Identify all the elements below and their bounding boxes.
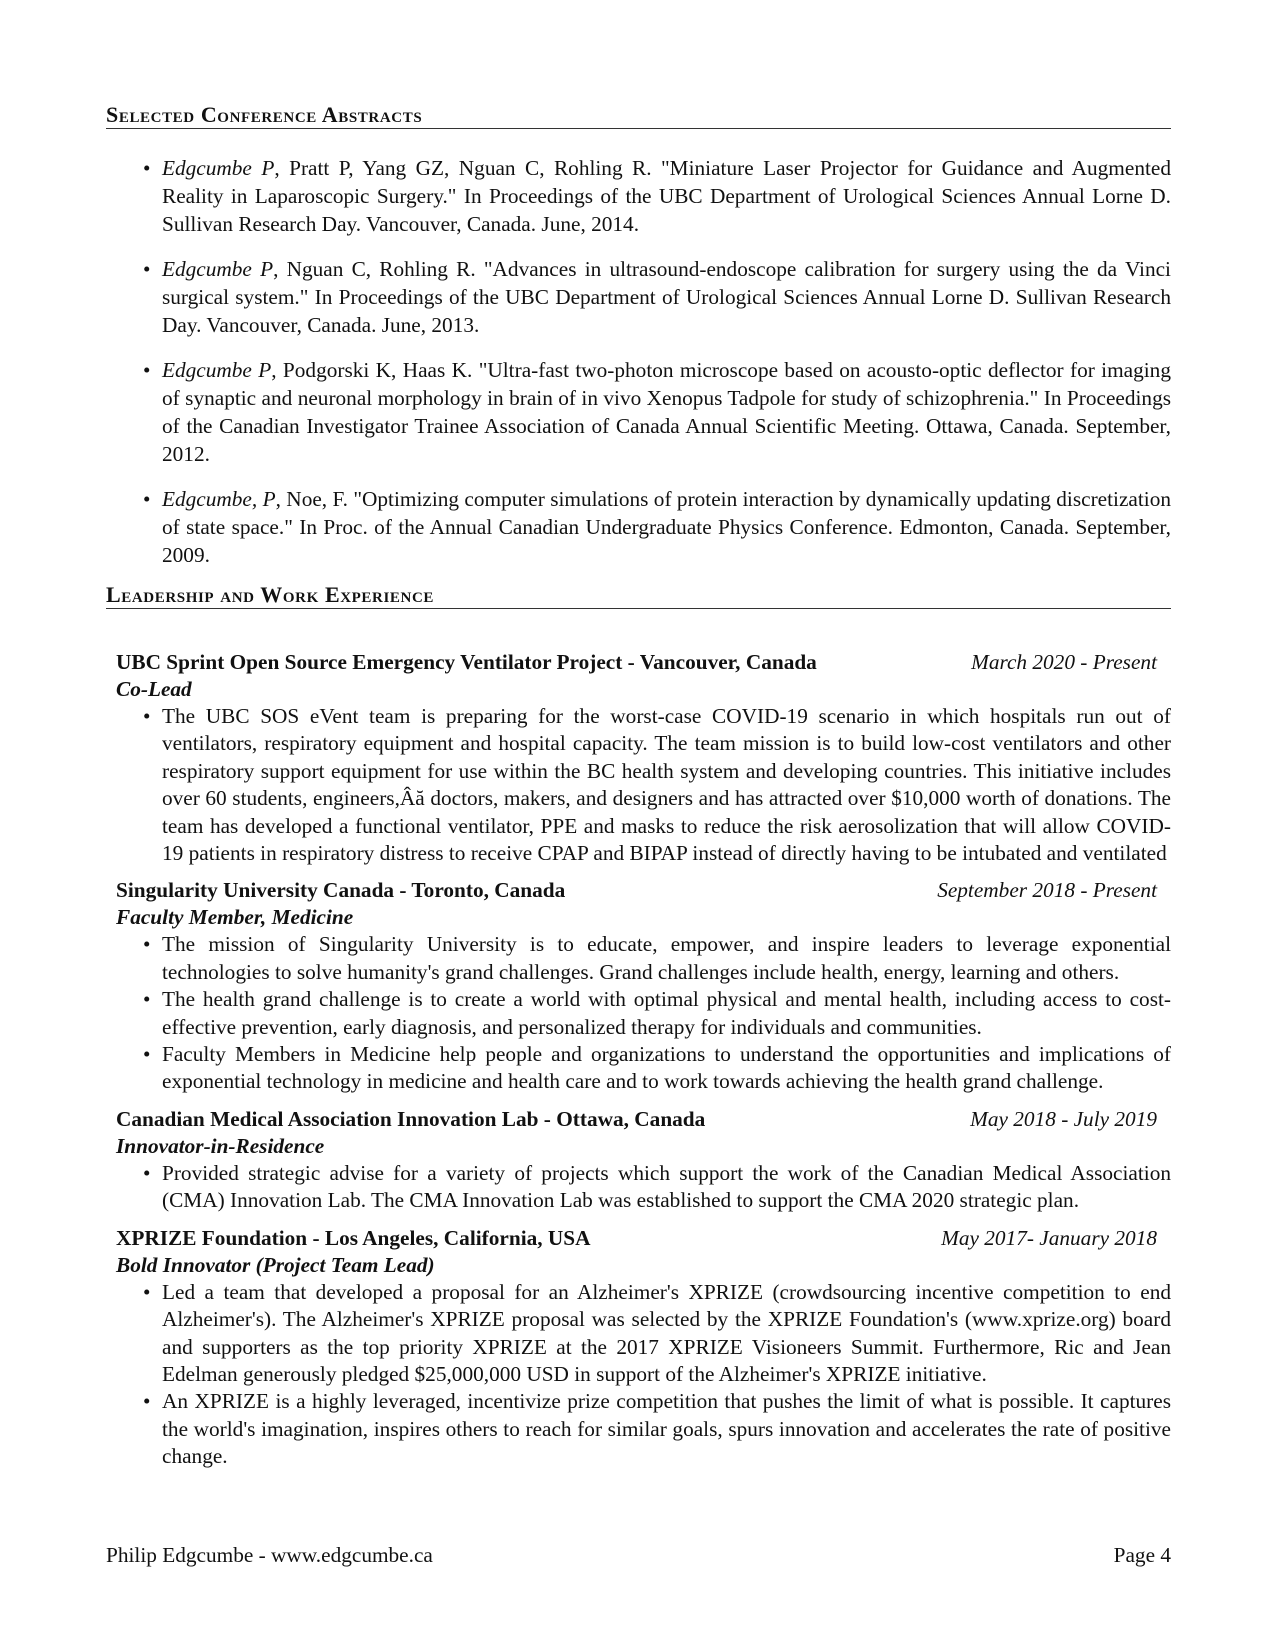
bullet-icon: • bbox=[143, 1389, 151, 1414]
role-organization: Canadian Medical Association Innovation Lab - Ottawa, Canada bbox=[116, 1106, 706, 1131]
role-bullet-text: The health grand challenge is to create a world with optimal physical and mental health, including access to cost-effective prevention, early diagnosis, and personalized therapy for individuals and communities. bbox=[162, 987, 1171, 1039]
role-date: March 2020 - Present bbox=[971, 650, 1157, 674]
role-block bbox=[106, 1224, 1171, 1471]
abstracts-list bbox=[106, 154, 1171, 586]
bullet-icon: • bbox=[143, 1279, 151, 1304]
role-header bbox=[106, 1105, 1171, 1133]
role-title: Faculty Member, Medicine bbox=[116, 905, 354, 930]
abstract-item bbox=[106, 356, 1171, 468]
abstract-author: Edgcumbe P bbox=[162, 358, 272, 382]
abstract-item bbox=[106, 255, 1171, 339]
role-title: Innovator-in-Residence bbox=[116, 1133, 325, 1158]
role-bullet bbox=[106, 1160, 1171, 1215]
role-bullet bbox=[106, 1388, 1171, 1470]
abstract-author: Edgcumbe, P bbox=[162, 487, 276, 511]
role-organization: UBC Sprint Open Source Emergency Ventilator Project - Vancouver, Canada bbox=[116, 650, 817, 674]
role-bullet-text: Faculty Members in Medicine help people and organizations to understand the opportunities and implications of exponential technology in medicine and health care and to work towards achieving the health grand challenge. bbox=[162, 1042, 1171, 1094]
bullet-icon: • bbox=[143, 358, 151, 382]
bullet-icon: • bbox=[143, 987, 151, 1012]
role-date: May 2018 - July 2019 bbox=[970, 1106, 1157, 1131]
role-block bbox=[106, 648, 1171, 867]
experience-list bbox=[106, 648, 1171, 1480]
abstract-text: , Podgorski K, Haas K. "Ultra-fast two-photon microscope based on acousto-optic deflector for imaging of synaptic and neuronal morphology in brain of in vivo Xenopus Tadpole for study of schizophrenia." In Proceedings of the Canadian Investigator Trainee Association of Canada Annual Scientific Meeting. Ottawa, Canada. September, 2012. bbox=[162, 358, 1171, 466]
abstract-item bbox=[106, 485, 1171, 569]
footer-page-number: Page 4 bbox=[1113, 1543, 1171, 1567]
role-organization: Singularity University Canada - Toronto, Canada bbox=[116, 878, 566, 903]
bullet-icon: • bbox=[143, 487, 151, 511]
role-bullet bbox=[106, 1279, 1171, 1389]
bullet-icon: • bbox=[143, 704, 151, 728]
abstracts-heading: Selected Conference Abstracts bbox=[106, 103, 1171, 129]
footer-author-website: Philip Edgcumbe - www.edgcumbe.ca bbox=[106, 1543, 433, 1567]
role-bullet bbox=[106, 1041, 1171, 1096]
role-bullet bbox=[106, 931, 1171, 986]
abstract-text: , Nguan C, Rohling R. "Advances in ultrasound-endoscope calibration for surgery using the da Vinci surgical system." In Proceedings of the UBC Department of Urological Sciences Annual Lorne D. Sullivan Research Day. Vancouver, Canada. June, 2013. bbox=[162, 257, 1171, 337]
role-bullet bbox=[106, 703, 1171, 867]
bullet-icon: • bbox=[143, 257, 151, 281]
role-block bbox=[106, 1105, 1171, 1215]
abstract-text: , Pratt P, Yang GZ, Nguan C, Rohling R. "Miniature Laser Projector for Guidance and Augmented Reality in Laparoscopic Surgery." In Proceedings of the UBC Department of Urological Sciences Annual Lorne D. Sullivan Research Day. Vancouver, Canada. June, 2014. bbox=[162, 156, 1171, 236]
bullet-icon: • bbox=[143, 156, 151, 180]
abstract-text: , Noe, F. "Optimizing computer simulations of protein interaction by dynamically updating discretization of state space." In Proc. of the Annual Canadian Undergraduate Physics Conference. Edmonton, Canada. September, 2009. bbox=[162, 487, 1172, 567]
bullet-icon: • bbox=[143, 932, 151, 957]
role-header bbox=[106, 876, 1171, 904]
abstract-author: Edgcumbe P bbox=[162, 156, 275, 180]
role-date: May 2017- January 2018 bbox=[941, 1225, 1157, 1250]
role-bullet-text: The mission of Singularity University is to educate, empower, and inspire leaders to leverage exponential technologies to solve humanity's grand challenges. Grand challenges include health, energy, learning and others. bbox=[162, 932, 1171, 984]
role-header bbox=[106, 1224, 1171, 1252]
bullet-icon: • bbox=[143, 1042, 151, 1067]
role-bullet-text: The UBC SOS eVent team is preparing for the worst-case COVID-19 scenario in which hospitals run out of ventilators, respiratory equipment and hospital capacity. The team mission is to build low-cost ventilators and other respiratory support equipment for use within the BC health system and developing countries. This initiative includes over 60 students, engineers,Âă doctors, makers, and designers and has attracted over $10,000 worth of donations. The team has developed a functional ventilator, PPE and masks to reduce the risk aerosolization that will allow COVID-19 patients in respiratory distress to receive CPAP and BIPAP instead of directly having to be intubated and ventilated bbox=[162, 704, 1171, 866]
role-bullet bbox=[106, 986, 1171, 1041]
role-organization: XPRIZE Foundation - Los Angeles, California, USA bbox=[116, 1225, 591, 1250]
role-bullet-text: An XPRIZE is a highly leveraged, incentivize prize competition that pushes the limit of what is possible. It captures the world's imagination, inspires others to reach for similar goals, spurs innovation and accelerates the rate of positive change. bbox=[162, 1389, 1171, 1469]
experience-heading: Leadership and Work Experience bbox=[106, 583, 1171, 609]
role-title: Bold Innovator (Project Team Lead) bbox=[116, 1252, 435, 1277]
abstract-item bbox=[106, 154, 1171, 238]
role-bullet-text: Provided strategic advise for a variety of projects which support the work of the Canadian Medical Association (CMA) Innovation Lab. The CMA Innovation Lab was established to support the CMA 2020 strategic plan. bbox=[162, 1160, 1171, 1213]
role-block bbox=[106, 876, 1171, 1095]
page-footer bbox=[106, 1541, 1171, 1569]
role-date: September 2018 - Present bbox=[937, 878, 1157, 903]
bullet-icon: • bbox=[143, 1160, 151, 1185]
role-title: Co-Lead bbox=[116, 677, 192, 701]
abstract-author: Edgcumbe P bbox=[162, 257, 274, 281]
role-bullet-text: Led a team that developed a proposal for an Alzheimer's XPRIZE (crowdsourcing incentive competition to end Alzheimer's). The Alzheimer's XPRIZE proposal was selected by the XPRIZE Foundation's (www.xprize.org) board and supporters as the top priority XPRIZE at the 2017 XPRIZE Visioneers Summit. Furthermore, Ric and Jean Edelman generously pledged $25,000,000 USD in support of the Alzheimer's XPRIZE initiative. bbox=[162, 1279, 1171, 1386]
role-header bbox=[106, 648, 1171, 676]
